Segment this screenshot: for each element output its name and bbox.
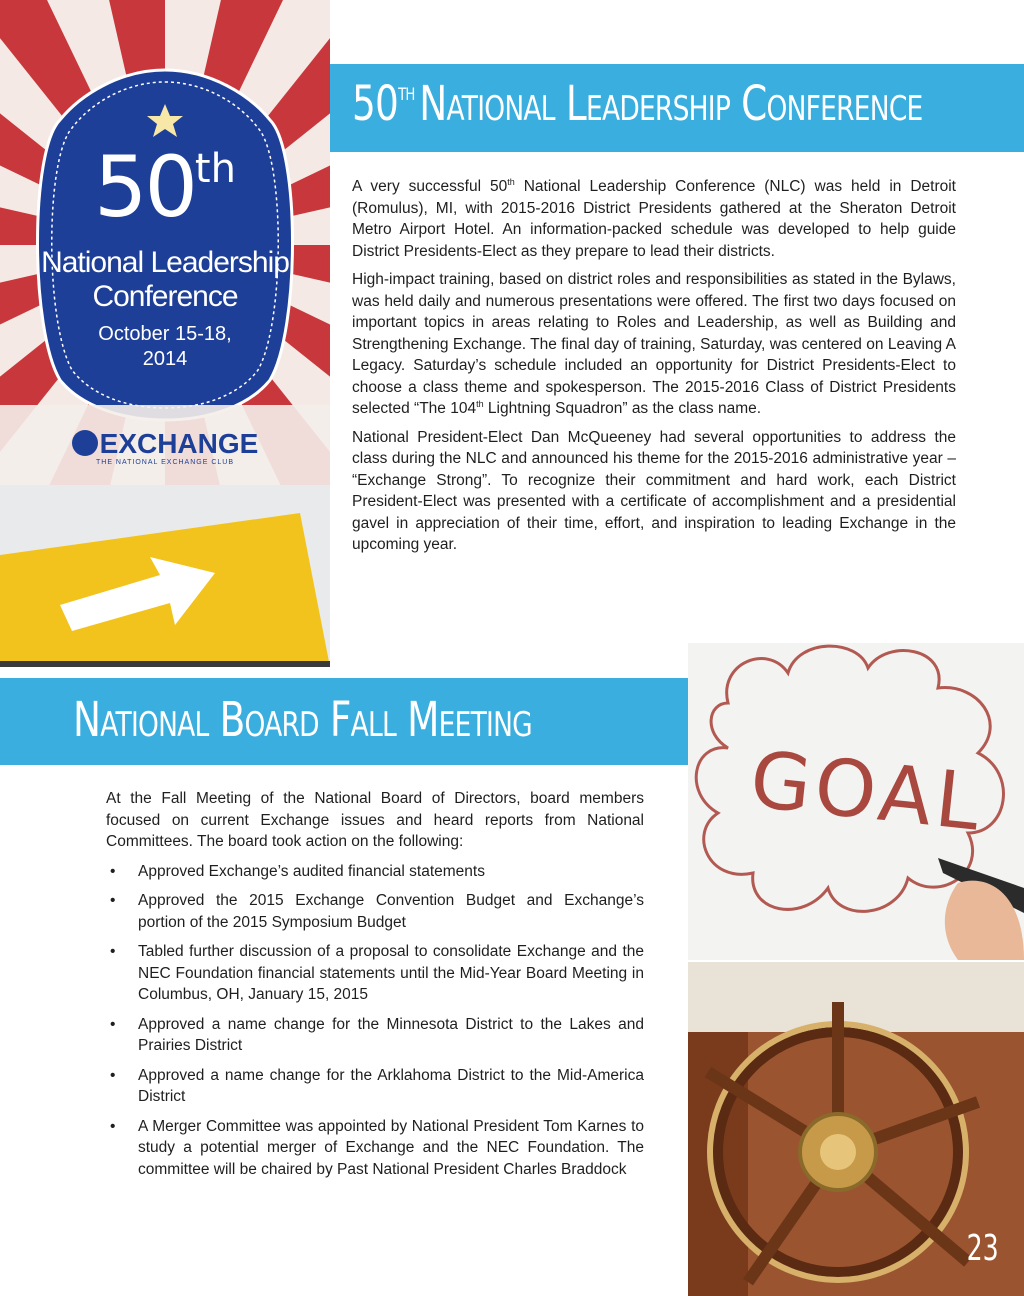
exchange-logo-text: EXCHANGE — [99, 428, 259, 459]
nlc-heading-band — [330, 64, 1024, 152]
bullet-icon: • — [110, 943, 116, 960]
nlc-p1-start: A very successful 50 — [352, 178, 508, 195]
nlc-p1-sup: th — [507, 176, 515, 187]
board-meeting-article — [106, 788, 644, 1188]
nlc-heading-text: National Leadership Conference — [419, 76, 923, 132]
poster-date-line2: 2014 — [142, 348, 188, 370]
goal-whiteboard-image — [688, 643, 1024, 960]
nlc-article — [352, 176, 956, 563]
yellow-arrow-sign-image — [0, 485, 330, 667]
list-item-text: Approved a name change for the Minnesota District to the Lakes and Prairies District — [138, 1015, 644, 1054]
nlc-p2-start: High-impact training, based on district roles and responsibilities as stated in the Bylaws, was held daily and numerous presentations were offered. The first two days focused on important topics in areas relating to Roles and Leadership, as well as Building and Strengthening Exchange. The final day of training, Saturday, was centered on Leaving A Legacy. Saturday’s schedule included an opportunity for District Presidents-Elect to choose a class theme and spokesperson. The 2015-2016 Class of District Presidents selected “The 104 — [352, 271, 956, 417]
list-item — [106, 890, 644, 933]
list-item — [106, 1014, 644, 1057]
nlc-heading-suffix: th — [398, 78, 415, 106]
nlc-p1-end: National Leadership Conference (NLC) was held in Detroit (Romulus), MI, with 2015-2016 District Presidents gathered at the Sheraton Detroit Metro Airport Hotel. An information-packed schedule was developed to help guide District Presidents-Elect as they prepare to lead their districts. — [352, 178, 956, 260]
poster-number-suffix: th — [194, 146, 236, 192]
poster-number: 50 — [94, 138, 195, 236]
exchange-seal-icon — [72, 430, 98, 456]
nlc-heading — [352, 76, 923, 132]
bullet-icon: • — [110, 892, 116, 909]
nlc-p2-sup: th — [476, 398, 484, 409]
nlc-paragraph-3: National President-Elect Dan McQueeney had several opportunities to address the class during the NLC and announced his theme for the 2015-2016 administrative year – “Exchange Strong”. To recognize their commitment and hard work, each District President-Elect was presented with a certificate of accomplishment and a presidential gavel in appreciation of their time, effort, and inspiration to leading Exchange in the upcoming year. — [352, 428, 956, 553]
board-meeting-heading-band — [0, 678, 688, 765]
exchange-logo-tagline: THE NATIONAL EXCHANGE CLUB — [95, 459, 235, 466]
poster-line2: Conference — [92, 280, 238, 313]
list-item-text: Approved the 2015 Exchange Convention Budget and Exchange’s portion of the 2015 Symposium Budget — [138, 892, 644, 931]
board-meeting-intro: At the Fall Meeting of the National Board of Directors, board members focused on current Exchange issues and heard reports from National Committees. The board took action on the following: — [106, 790, 644, 850]
list-item — [106, 1116, 644, 1181]
list-item — [106, 941, 644, 1006]
list-item — [106, 861, 644, 883]
board-actions-list — [106, 861, 644, 1181]
poster-date-line1: October 15-18, — [98, 323, 232, 345]
nlc-p2-end: Lightning Squadron” as the class name. — [483, 400, 762, 417]
nlc-paragraph-1 — [352, 176, 956, 262]
nlc-heading-number: 50 — [352, 76, 399, 132]
list-item-text: A Merger Committee was appointed by National President Tom Karnes to study a potential merger of Exchange and the NEC Foundation. The committee will be chaired by Past National President Charles Braddock — [138, 1117, 644, 1178]
board-meeting-heading: National Board Fall Meeting — [73, 692, 532, 748]
bullet-icon: • — [110, 1015, 116, 1033]
list-item-text: Approved Exchange’s audited financial statements — [138, 862, 485, 880]
list-item-text: Approved a name change for the Arklahoma District to the Mid-America District — [138, 1066, 644, 1105]
sunburst-background — [0, 0, 330, 485]
exchange-logo — [0, 428, 330, 460]
page-number: 23 — [966, 1228, 999, 1269]
bullet-icon: • — [110, 1066, 116, 1084]
goal-text: GOAL — [746, 735, 988, 849]
bullet-icon: • — [110, 862, 116, 880]
poster-line1: National Leadership — [41, 246, 289, 279]
list-item — [106, 1065, 644, 1108]
list-item-text: Tabled further discussion of a proposal to consolidate Exchange and the NEC Foundation financial statements until the Mid-Year Board Meeting in Columbus, OH, January 15, 2015 — [138, 943, 644, 1003]
bullet-icon: • — [110, 1117, 116, 1135]
nlc-paragraph-2 — [352, 269, 956, 420]
nlc-poster-image — [0, 0, 330, 485]
